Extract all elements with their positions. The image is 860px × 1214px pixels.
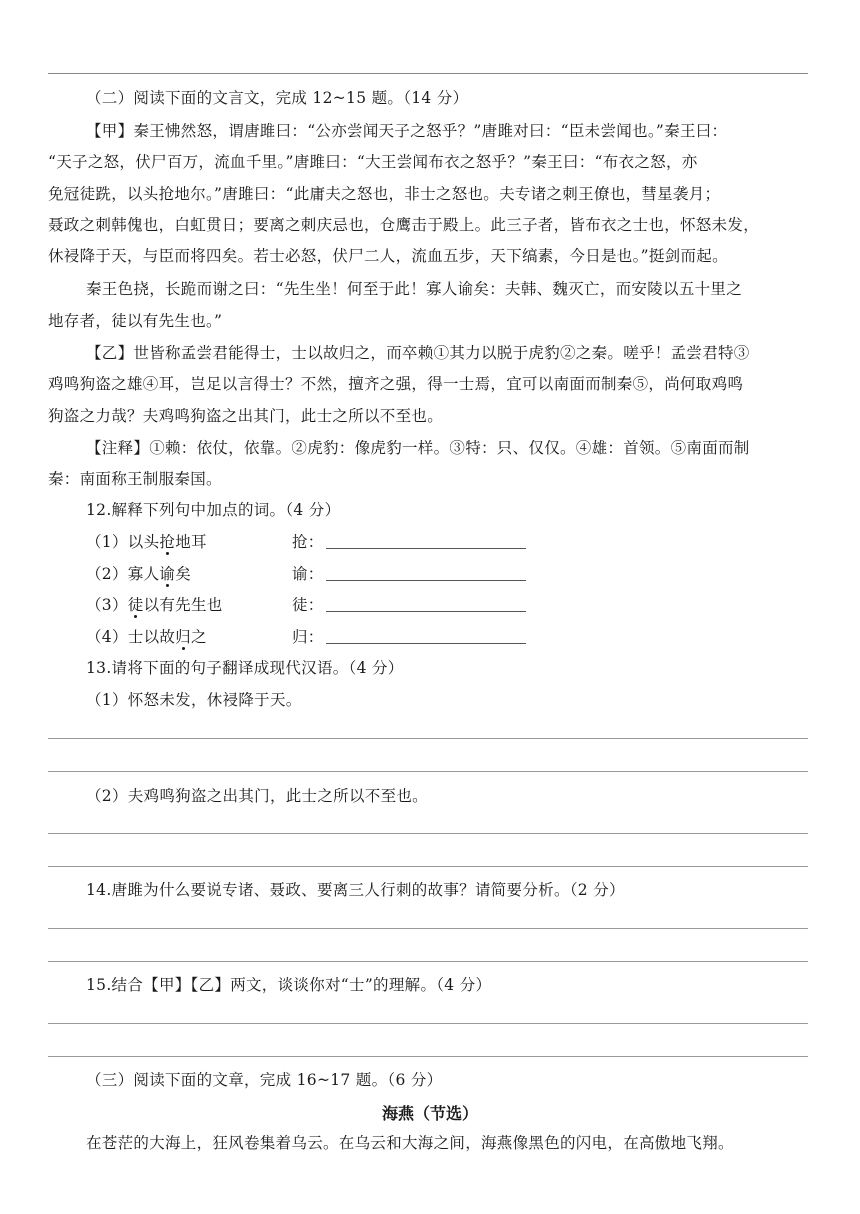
- jia-line-6: 秦王色挠，长跪而谢之曰：“先生坐！何至于此！寡人谕矣：夫韩、魏灭亡，而安陵以五十里之: [86, 280, 743, 298]
- note-line-2: 秦：南面称王制服秦国。: [48, 470, 222, 488]
- top-divider: [48, 73, 808, 74]
- article-first-line: 在苍茫的大海上，狂风卷集着乌云。在乌云和大海之间，海燕像黑色的闪电，在高傲地飞翔。: [86, 1134, 734, 1152]
- section3-heading: （三）阅读下面的文章，完成 16~17 题。（6 分）: [86, 1071, 443, 1089]
- dotted-char: 抢: [159, 533, 176, 551]
- answer-line[interactable]: [48, 1023, 808, 1024]
- answer-blank[interactable]: [326, 532, 526, 549]
- q12-answer-3: 徒：: [292, 595, 860, 615]
- yi-line-2: 鸡鸣狗盗之雄④耳，岂足以言得士？不然，擅齐之强，得一士焉，宜可以南面而制秦⑤，尚何取鸡鸣: [48, 375, 744, 393]
- jia-line-7: 地存者，徒以有先生也。”: [48, 312, 223, 330]
- q12-answer-2: 谕：: [292, 564, 860, 584]
- q12-answer-4: 归：: [292, 627, 860, 647]
- answer-line[interactable]: [48, 1056, 808, 1057]
- answer-blank[interactable]: [326, 595, 526, 612]
- q12-item-4: （4）士以故归之: [86, 628, 207, 646]
- q13-sentence-2: （2）夫鸡鸣狗盗之出其门，此士之所以不至也。: [86, 787, 428, 805]
- jia-line-2: “天子之怒，伏尸百万，流血千里。”唐雎曰：“大王尝闻布衣之怒乎？”秦王曰：“布衣之怒，亦: [48, 153, 698, 171]
- jia-line-3: 免冠徒跣，以头抢地尔。”唐雎曰：“此庸夫之怒也，非士之怒也。夫专诸之刺王僚也，彗星袭月；: [48, 185, 721, 203]
- jia-line-5: 休祲降于天，与臣而将四矣。若士必怒，伏尸二人，流血五步，天下缟素，今日是也。”挺剑而起。: [48, 247, 728, 265]
- jia-line-4: 聂政之刺韩傀也，白虹贯日；要离之刺庆忌也，仓鹰击于殿上。此三子者，皆布衣之士也，怀怒未发，: [48, 216, 760, 234]
- q13-sentence-1: （1）怀怒未发，休祲降于天。: [86, 691, 302, 709]
- yi-line-1: 【乙】世皆称孟尝君能得士，士以故归之，而卒赖①其力以脱于虎豹②之秦。嗟乎！孟尝君特③: [86, 344, 750, 362]
- yi-line-3: 狗盗之力哉？夫鸡鸣狗盗之出其门，此士之所以不至也。: [48, 407, 444, 425]
- answer-line[interactable]: [48, 738, 808, 739]
- q14-stem: 14.唐雎为什么要说专诸、聂政、要离三人行刺的故事？请简要分析。（2 分）: [86, 881, 625, 899]
- q13-stem: 13.请将下面的句子翻译成现代汉语。（4 分）: [86, 659, 404, 677]
- q12-item-2: （2）寡人谕矣: [86, 565, 191, 583]
- q12-item-1: （1）以头抢地耳: [86, 533, 207, 551]
- answer-line[interactable]: [48, 928, 808, 929]
- article-title: 海燕（节选）: [381, 1104, 478, 1123]
- q12-answer-1: 抢：: [292, 532, 860, 552]
- section2-heading: （二）阅读下面的文言文，完成 12~15 题。（14 分）: [86, 89, 469, 107]
- answer-line[interactable]: [48, 961, 808, 962]
- answer-line[interactable]: [48, 833, 808, 834]
- answer-blank[interactable]: [326, 627, 526, 644]
- q15-stem: 15.结合【甲】【乙】两文，谈谈你对“士”的理解。（4 分）: [86, 976, 492, 994]
- note-line-1: 【注释】①赖：依仗，依靠。②虎豹：像虎豹一样。③特：只、仅仅。④雄：首领。⑤南面而制: [86, 439, 750, 457]
- jia-line-1: 【甲】秦王怫然怒，谓唐雎曰：“公亦尝闻天子之怒乎？”唐雎对曰：“臣未尝闻也。”秦王曰：: [86, 122, 728, 140]
- answer-line[interactable]: [48, 866, 808, 867]
- q12-stem: 12.解释下列句中加点的词。（4 分）: [86, 501, 341, 519]
- q12-item-3: （3）徒以有先生也: [86, 596, 223, 614]
- dotted-char: 谕: [159, 565, 176, 583]
- answer-blank[interactable]: [326, 564, 526, 581]
- dotted-char: 徒: [127, 596, 144, 614]
- dotted-char: 归: [175, 628, 191, 646]
- answer-line[interactable]: [48, 771, 808, 772]
